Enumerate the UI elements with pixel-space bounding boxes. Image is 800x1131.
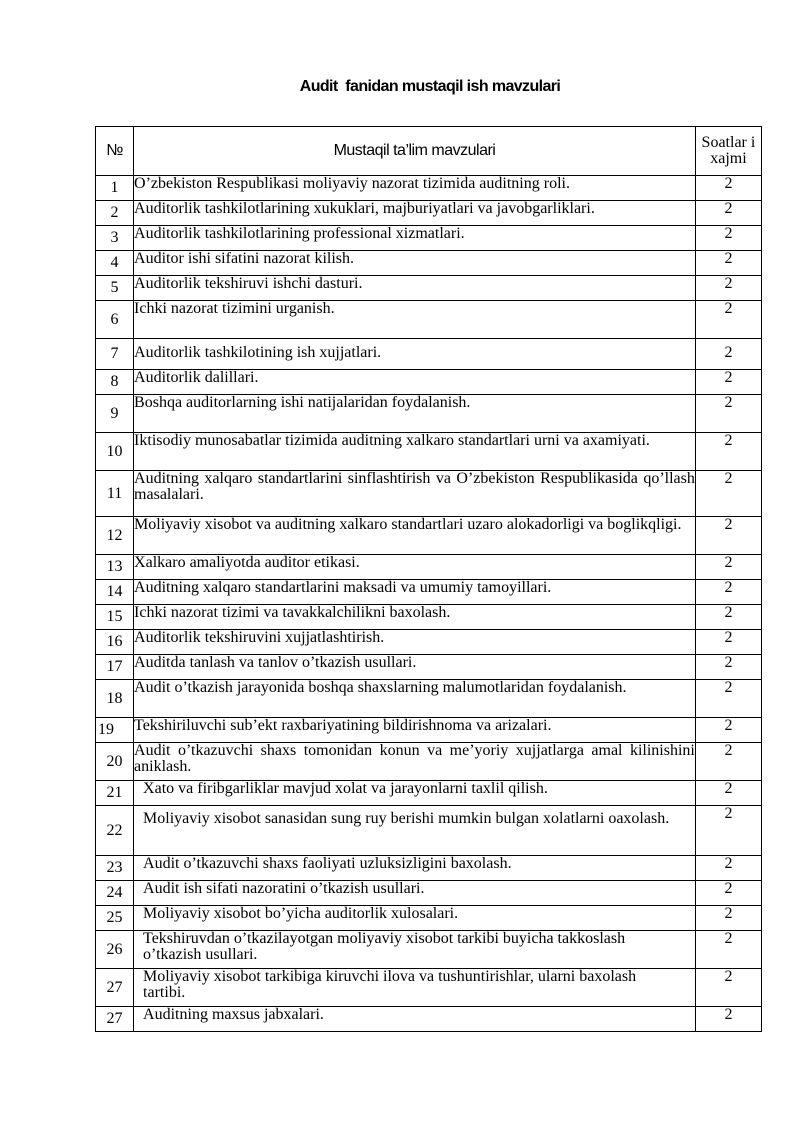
topics-table bbox=[95, 126, 762, 1032]
row-topic: Auditning maxsus jabxalari. bbox=[134, 1007, 696, 1032]
row-topic: Auditning xalqaro standartlarini sinflashtirish va O’zbekiston Respublikasida qo’llash masalalari. bbox=[134, 471, 696, 517]
table-row bbox=[96, 806, 762, 856]
row-topic: Audit o’tkazuvchi shaxs faoliyati uzluksizligini baxolash. bbox=[134, 856, 696, 881]
row-hours: 2 bbox=[695, 718, 761, 743]
row-number: 15 bbox=[96, 605, 134, 630]
row-topic: Auditorlik dalillari. bbox=[134, 370, 696, 395]
table-row bbox=[96, 630, 762, 655]
row-hours: 2 bbox=[695, 226, 761, 251]
row-number: 26 bbox=[96, 931, 134, 969]
table-row bbox=[96, 301, 762, 339]
table-row bbox=[96, 251, 762, 276]
row-topic: Moliyaviy xisobot va auditning xalkaro standartlari uzaro alokadorligi va boglikqligi. bbox=[134, 517, 696, 555]
row-topic: Auditning xalqaro standartlarini maksadi va umumiy tamoyillari. bbox=[134, 580, 696, 605]
row-topic: Ichki nazorat tizimini urganish. bbox=[134, 301, 696, 339]
header-number: № bbox=[96, 127, 134, 176]
row-hours: 2 bbox=[695, 433, 761, 471]
table-row bbox=[96, 856, 762, 881]
row-topic: Auditorlik tashkilotlarining xukuklari, majburiyatlari va javobgarliklari. bbox=[134, 201, 696, 226]
row-number: 7 bbox=[96, 339, 134, 370]
table-row bbox=[96, 471, 762, 517]
row-topic: Moliyaviy xisobot tarkibiga kiruvchi ilova va tushuntirishlar, ularni baxolash tartibi. bbox=[134, 969, 696, 1007]
row-hours: 2 bbox=[695, 370, 761, 395]
row-topic: Auditda tanlash va tanlov o’tkazish usullari. bbox=[134, 655, 696, 680]
row-number: 23 bbox=[96, 856, 134, 881]
table-row bbox=[96, 605, 762, 630]
row-topic: Audit o’tkazuvchi shaxs tomonidan konun va me’yoriy xujjatlarga amal kilinishini aniklash. bbox=[134, 743, 696, 781]
row-topic: Boshqa auditorlarning ishi natijalaridan foydalanish. bbox=[134, 395, 696, 433]
row-hours: 2 bbox=[695, 517, 761, 555]
table-row bbox=[96, 680, 762, 718]
table-row bbox=[96, 580, 762, 605]
table-row bbox=[96, 718, 762, 743]
row-topic: Auditorlik tashkilotining ish xujjatlari. bbox=[134, 339, 696, 370]
row-topic: Auditor ishi sifatini nazorat kilish. bbox=[134, 251, 696, 276]
row-number: 21 bbox=[96, 781, 134, 806]
row-hours: 2 bbox=[695, 655, 761, 680]
row-topic: O’zbekiston Respublikasi moliyaviy nazorat tizimida auditning roli. bbox=[134, 176, 696, 201]
row-number: 20 bbox=[96, 743, 134, 781]
table-row bbox=[96, 969, 762, 1007]
row-number: 5 bbox=[96, 276, 134, 301]
row-topic: Audit o’tkazish jarayonida boshqa shaxslarning malumotlaridan foydalanish. bbox=[134, 680, 696, 718]
row-hours: 2 bbox=[695, 395, 761, 433]
row-hours: 2 bbox=[695, 881, 761, 906]
row-number: 27 bbox=[96, 1007, 134, 1032]
row-hours: 2 bbox=[695, 856, 761, 881]
header-topic: Mustaqil ta’lim mavzulari bbox=[134, 127, 696, 176]
row-number: 6 bbox=[96, 301, 134, 339]
row-topic: Xalkaro amaliyotda auditor etikasi. bbox=[134, 555, 696, 580]
row-number: 12 bbox=[96, 517, 134, 555]
row-hours: 2 bbox=[695, 301, 761, 339]
row-number: 11 bbox=[96, 471, 134, 517]
row-hours: 2 bbox=[695, 680, 761, 718]
row-number: 3 bbox=[96, 226, 134, 251]
row-number: 17 bbox=[96, 655, 134, 680]
row-topic: Moliyaviy xisobot bo’yicha auditorlik xulosalari. bbox=[134, 906, 696, 931]
row-number: 22 bbox=[96, 806, 134, 856]
table-row bbox=[96, 781, 762, 806]
table-row bbox=[96, 176, 762, 201]
table-row bbox=[96, 655, 762, 680]
header-hours: Soatlar i xajmi bbox=[695, 127, 761, 176]
row-number: 27 bbox=[96, 969, 134, 1007]
row-hours: 2 bbox=[695, 555, 761, 580]
row-topic: Ichki nazorat tizimi va tavakkalchilikni baxolash. bbox=[134, 605, 696, 630]
row-hours: 2 bbox=[695, 931, 761, 969]
row-topic: Auditorlik tekshiruvi ishchi dasturi. bbox=[134, 276, 696, 301]
row-topic: Iktisodiy munosabatlar tizimida auditning xalkaro standartlari urni va axamiyati. bbox=[134, 433, 696, 471]
row-hours: 2 bbox=[695, 201, 761, 226]
table-row bbox=[96, 517, 762, 555]
row-topic: Tekshiriluvchi sub’ekt raxbariyatining bildirishnoma va arizalari. bbox=[134, 718, 696, 743]
row-topic: Auditorlik tashkilotlarining professional xizmatlari. bbox=[134, 226, 696, 251]
table-row bbox=[96, 1007, 762, 1032]
row-topic: Tekshiruvdan o’tkazilayotgan moliyaviy xisobot tarkibi buyicha takkoslash o’tkazish usullari. bbox=[134, 931, 696, 969]
row-hours: 2 bbox=[695, 969, 761, 1007]
row-number: 4 bbox=[96, 251, 134, 276]
row-number: 19 bbox=[96, 718, 134, 743]
document-title: Audit fanidan mustaqil ish mavzulari bbox=[299, 78, 561, 95]
table-row bbox=[96, 395, 762, 433]
row-hours: 2 bbox=[695, 630, 761, 655]
row-hours: 2 bbox=[695, 276, 761, 301]
table-row bbox=[96, 743, 762, 781]
table-row bbox=[96, 555, 762, 580]
row-number: 2 bbox=[96, 201, 134, 226]
row-hours: 2 bbox=[695, 781, 761, 806]
row-hours: 2 bbox=[695, 906, 761, 931]
row-hours: 2 bbox=[695, 605, 761, 630]
row-topic: Xato va firibgarliklar mavjud xolat va jarayonlarni taxlil qilish. bbox=[134, 781, 696, 806]
row-number: 1 bbox=[96, 176, 134, 201]
table-row bbox=[96, 433, 762, 471]
row-number: 10 bbox=[96, 433, 134, 471]
row-number: 9 bbox=[96, 395, 134, 433]
table-row bbox=[96, 339, 762, 370]
row-topic: Auditorlik tekshiruvini xujjatlashtirish. bbox=[134, 630, 696, 655]
row-number: 14 bbox=[96, 580, 134, 605]
row-hours: 2 bbox=[695, 251, 761, 276]
row-number: 8 bbox=[96, 370, 134, 395]
row-hours: 2 bbox=[695, 580, 761, 605]
row-hours: 2 bbox=[695, 743, 761, 781]
row-topic: Audit ish sifati nazoratini o’tkazish usullari. bbox=[134, 881, 696, 906]
table-row bbox=[96, 931, 762, 969]
table-row bbox=[96, 370, 762, 395]
row-hours: 2 bbox=[695, 1007, 761, 1032]
row-number: 16 bbox=[96, 630, 134, 655]
table-row bbox=[96, 201, 762, 226]
row-number: 18 bbox=[96, 680, 134, 718]
row-hours: 2 bbox=[695, 806, 761, 856]
table-row bbox=[96, 881, 762, 906]
row-number: 13 bbox=[96, 555, 134, 580]
row-hours: 2 bbox=[695, 339, 761, 370]
row-topic: Moliyaviy xisobot sanasidan sung ruy berishi mumkin bulgan xolatlarni oaxolash. bbox=[134, 806, 696, 856]
table-row bbox=[96, 226, 762, 251]
row-hours: 2 bbox=[695, 471, 761, 517]
row-number: 25 bbox=[96, 906, 134, 931]
row-number: 24 bbox=[96, 881, 134, 906]
table-row bbox=[96, 906, 762, 931]
table-header-row bbox=[96, 127, 762, 176]
row-hours: 2 bbox=[695, 176, 761, 201]
table-row bbox=[96, 276, 762, 301]
